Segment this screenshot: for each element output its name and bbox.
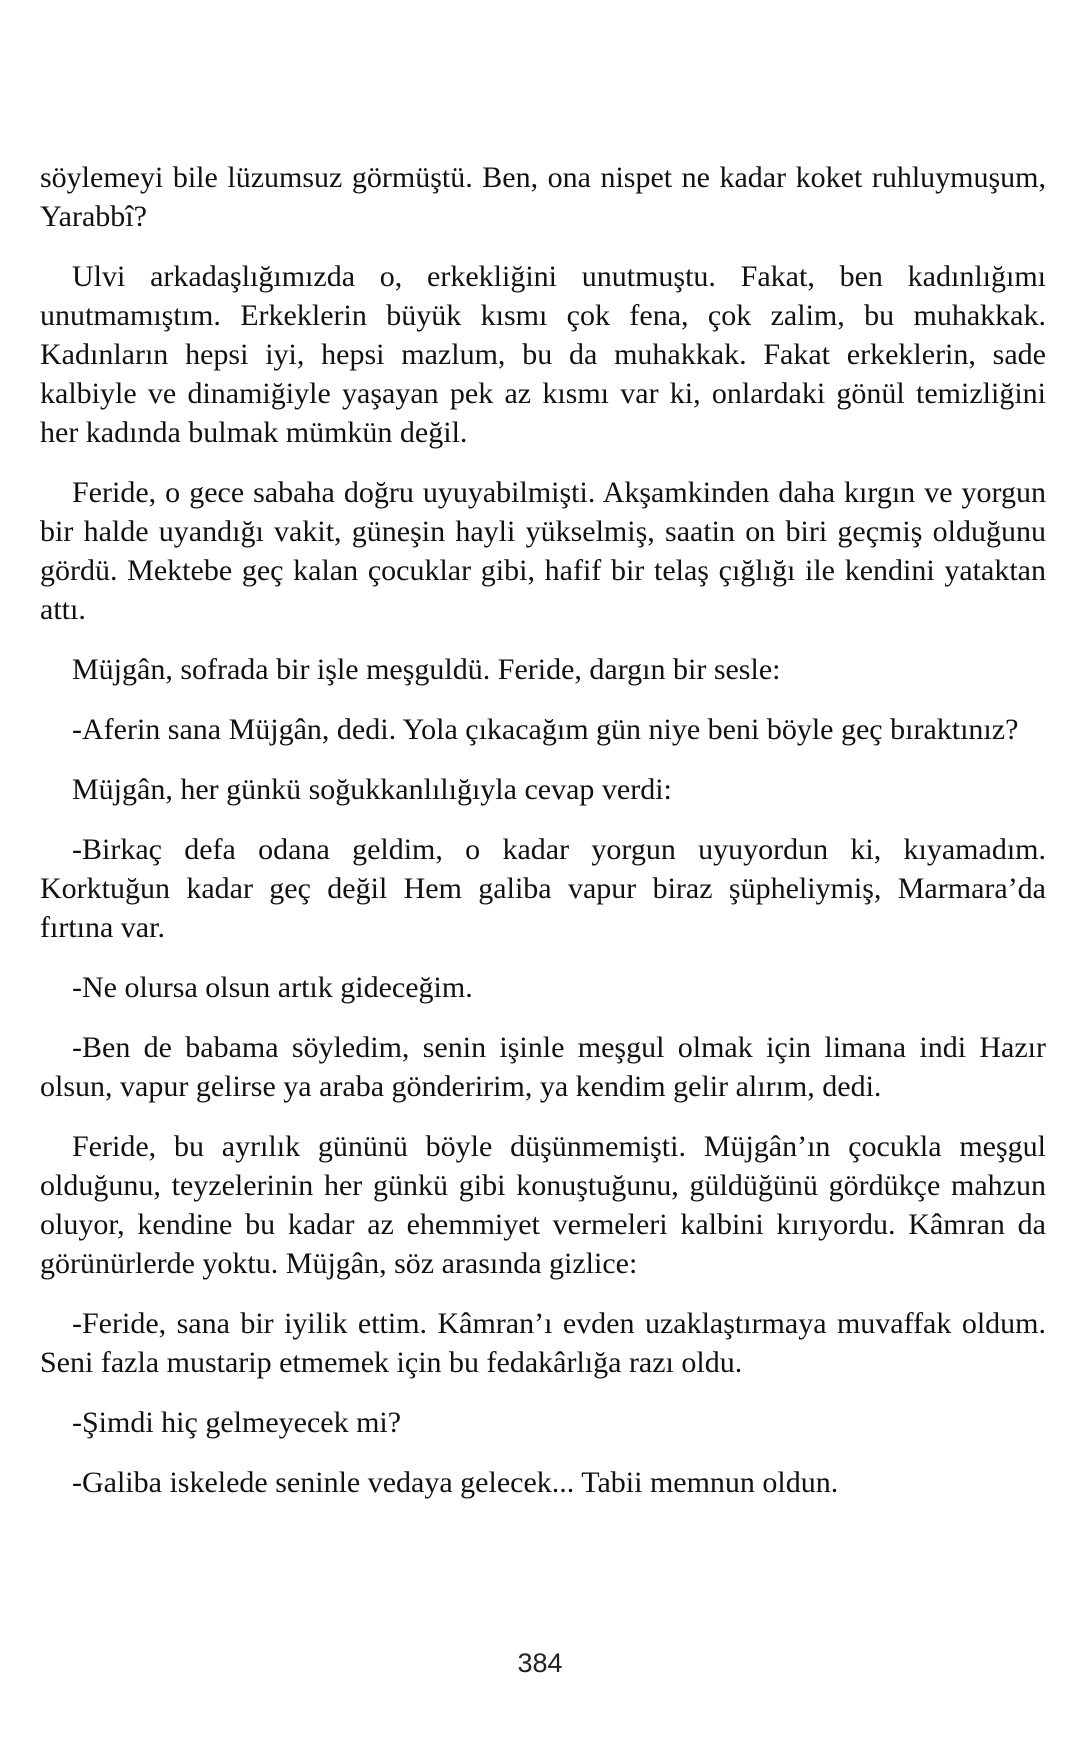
paragraph: Feride, bu ayrılık gününü böyle düşünmemişti. Müjgân’ın çocukla meşgul olduğunu, teyzelerinin her günkü gibi konuştuğunu, güldüğünü gördükçe mahzun oluyor, kendine bu kadar az ehemmiyet vermeleri kalbini kırıyordu. Kâmran da görünürlerde yoktu. Müjgân, söz arasında gizlice: — [40, 1130, 1046, 1280]
paragraph: Ulvi arkadaşlığımızda o, erkekliğini unutmuştu. Fakat, ben kadınlığımı unutmamıştım. Erkeklerin büyük kısmı çok fena, çok zalim, bu muhakkak. Kadınların hepsi iyi, hepsi mazlum, bu da muhakkak. Fakat erkeklerin, sade kalbiyle ve dinamiğiyle yaşayan pek az kısmı var ki, onlardaki gönül temizliğini her kadında bulmak mümkün değil. — [40, 260, 1046, 449]
paragraph-dialogue: -Feride, sana bir iyilik ettim. Kâmran’ı evden uzaklaştırmaya muvaffak oldum. Seni fazla mustarip etmemek için bu fedakârlığa razı oldu. — [40, 1307, 1046, 1379]
paragraph-dialogue: -Ne olursa olsun artık gideceğim. — [72, 971, 473, 1004]
paragraph: Müjgân, her günkü soğukkanlılığıyla cevap verdi: — [72, 773, 672, 806]
paragraph-dialogue: -Şimdi hiç gelmeyecek mi? — [72, 1406, 402, 1439]
page-body — [40, 158, 1046, 1523]
paragraph: Müjgân, sofrada bir işle meşguldü. Feride, dargın bir sesle: — [72, 653, 781, 686]
paragraph-dialogue: -Aferin sana Müjgân, dedi. Yola çıkacağım gün niye beni böyle geç bıraktınız? — [72, 713, 1019, 746]
paragraph-continuation: söylemeyi bile lüzumsuz görmüştü. Ben, ona nispet ne kadar koket ruhluymuşum, Yarabbî? — [40, 161, 1046, 233]
paragraph-dialogue: -Birkaç defa odana geldim, o kadar yorgun uyuyordun ki, kıyamadım. Korktuğun kadar geç değil Hem galiba vapur biraz şüpheliymiş, Marmara’da fırtına var. — [40, 833, 1046, 944]
paragraph: Feride, o gece sabaha doğru uyuyabilmişti. Akşamkinden daha kırgın ve yorgun bir halde uyandığı vakit, güneşin hayli yükselmiş, saatin on biri geçmiş olduğunu gördü. Mektebe geç kalan çocuklar gibi, hafif bir telaş çığlığı ile kendini yataktan attı. — [40, 476, 1046, 626]
paragraph-dialogue: -Galiba iskelede seninle vedaya gelecek... Tabii memnun oldun. — [72, 1466, 839, 1499]
paragraph-dialogue: -Ben de babama söyledim, senin işinle meşgul olmak için limana indi Hazır olsun, vapur gelirse ya araba gönderirim, ya kendim gelir alırım, dedi. — [40, 1031, 1046, 1103]
page-number: 384 — [517, 1648, 563, 1678]
